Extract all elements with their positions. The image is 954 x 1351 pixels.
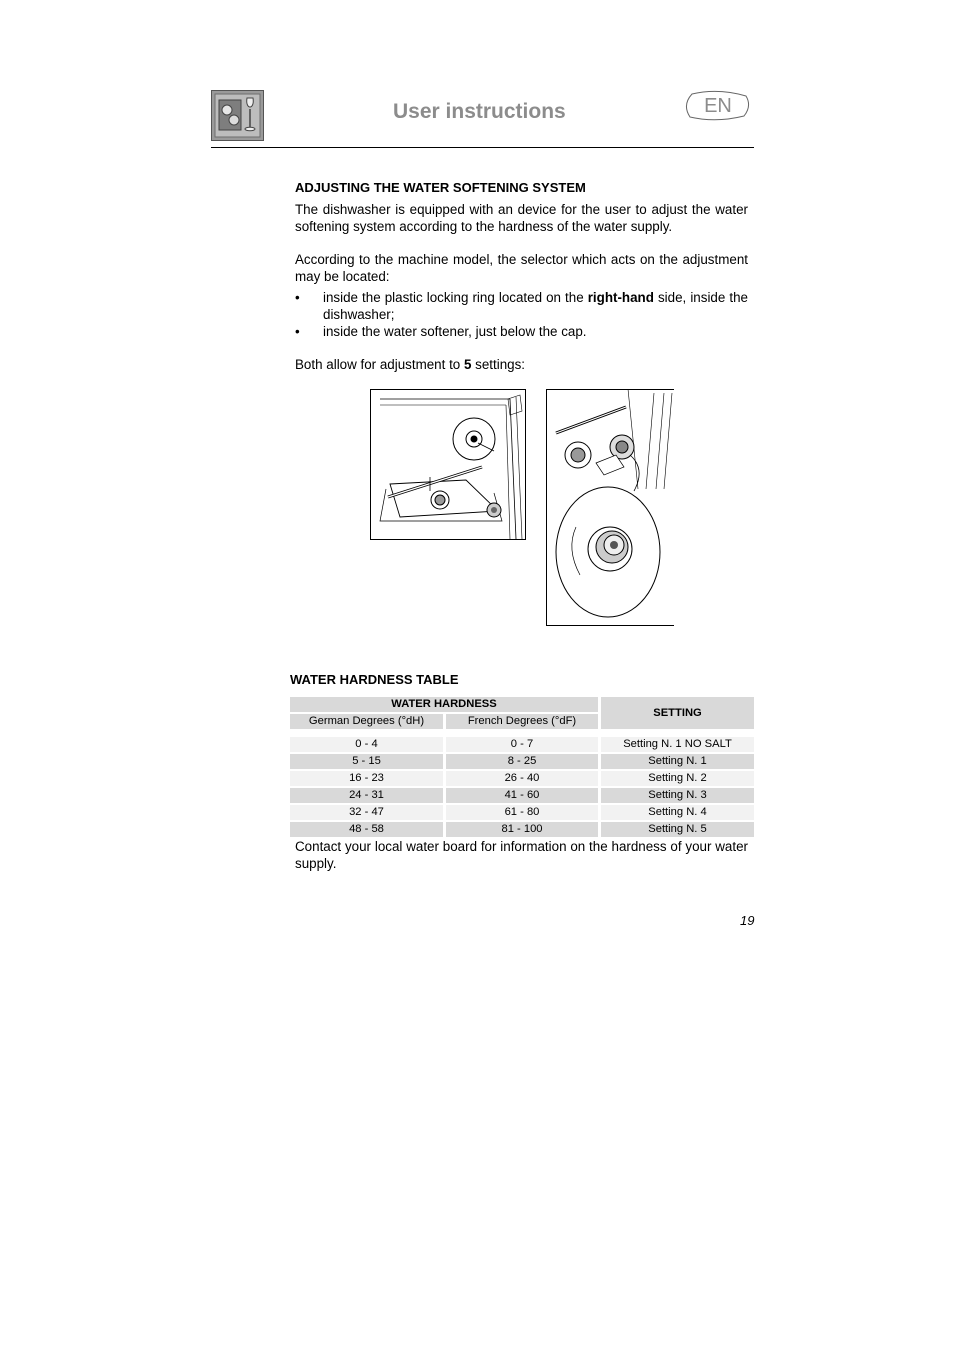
location-paragraph: According to the machine model, the selector which acts on the adjustment may be located: [295,252,748,284]
french-degrees-header: French Degrees (°dF) [446,714,598,729]
language-code: EN [704,95,732,117]
german-degrees-cell: 32 - 47 [290,805,443,820]
water-hardness-header: WATER HARDNESS [290,697,598,712]
french-degrees-cell: 81 - 100 [446,822,598,837]
setting-cell: Setting N. 1 NO SALT [601,737,754,752]
french-degrees-cell: 8 - 25 [446,754,598,769]
page-header-title: User instructions [393,100,566,123]
french-degrees-cell: 0 - 7 [446,737,598,752]
german-degrees-header: German Degrees (°dH) [290,714,443,729]
water-hardness-table [287,695,757,839]
german-degrees-cell: 48 - 58 [290,822,443,837]
german-degrees-cell: 0 - 4 [290,737,443,752]
section-title: ADJUSTING THE WATER SOFTENING SYSTEM [295,180,586,195]
water-softener-cap-illustration [546,389,674,626]
header-divider [211,147,754,148]
table-row [290,822,754,837]
contact-paragraph: Contact your local water board for information on the hardness of your water supply. [295,839,748,871]
table-title: WATER HARDNESS TABLE [290,672,459,687]
dishwasher-interior-illustration [370,389,526,540]
bullet-icon: • [295,324,300,339]
setting-cell: Setting N. 2 [601,771,754,786]
setting-header: SETTING [601,697,754,729]
bullet-text: inside the water softener, just below the cap. [323,324,587,339]
french-degrees-cell: 61 - 80 [446,805,598,820]
setting-cell: Setting N. 3 [601,788,754,803]
german-degrees-cell: 5 - 15 [290,754,443,769]
bullet-text: inside the plastic locking ring located on the right-hand side, inside the dishwasher; [323,290,748,322]
language-badge [684,90,751,121]
german-degrees-cell: 16 - 23 [290,771,443,786]
page-number: 19 [740,913,755,928]
table-row [290,788,754,803]
table-row [290,754,754,769]
table-row [290,771,754,786]
setting-cell: Setting N. 5 [601,822,754,837]
bullet-icon: • [295,290,300,305]
table-row [290,805,754,820]
settings-paragraph: Both allow for adjustment to 5 settings: [295,357,526,372]
intro-paragraph: The dishwasher is equipped with an device for the user to adjust the water softening system according to the hardness of the water supply. [295,202,748,234]
french-degrees-cell: 26 - 40 [446,771,598,786]
french-degrees-cell: 41 - 60 [446,788,598,803]
dishwasher-logo [211,90,264,141]
table-row [290,737,754,752]
setting-cell: Setting N. 1 [601,754,754,769]
setting-cell: Setting N. 4 [601,805,754,820]
german-degrees-cell: 24 - 31 [290,788,443,803]
